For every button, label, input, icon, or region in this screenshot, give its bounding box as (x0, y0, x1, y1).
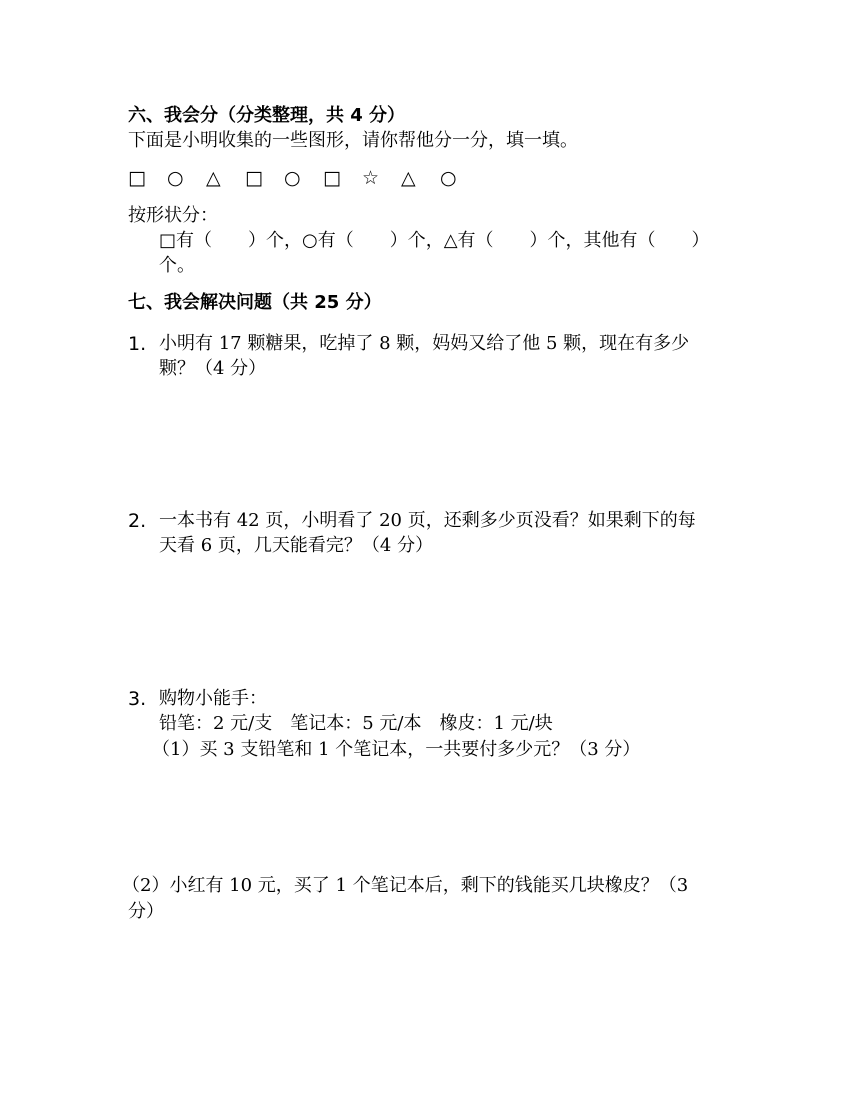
circle-icon: ○ (167, 167, 184, 189)
circle-icon: ○ (284, 167, 301, 189)
fill-in-line-2: 个。 (159, 255, 195, 276)
q2-text-line2: 天看 6 页，几天能看完？（4 分） (159, 535, 434, 556)
q1-text-line1: 小明有 17 颗糖果，吃掉了 8 颗，妈妈又给了他 5 颗，现在有多少 (159, 333, 690, 354)
section6-title: 六、我会分（分类整理，共 4 分） (128, 105, 406, 126)
section6-intro: 下面是小明收集的一些图形，请你帮他分一分，填一填。 (128, 130, 578, 151)
classify-label: 按形状分： (128, 205, 218, 226)
square-icon: □ (245, 167, 263, 189)
fill-in-line-1: □有（ ）个，○有（ ）个，△有（ ）个，其他有（ ） (159, 230, 710, 251)
q3-subquestion-2-line2: 分） (128, 901, 164, 922)
section7-title: 七、我会解决问题（共 25 分） (128, 292, 382, 313)
q2-text-line1: 一本书有 42 页，小明看了 20 页，还剩多少页没看？如果剩下的每 (159, 510, 696, 531)
question-number: 2. (128, 510, 147, 532)
q3-title: 购物小能手： (159, 688, 267, 709)
circle-icon: ○ (440, 167, 457, 189)
shape-row (128, 165, 479, 192)
square-icon: □ (128, 167, 146, 189)
star-icon: ☆ (362, 167, 380, 189)
q3-price-list: 铅笔：2 元/支 笔记本：5 元/本 橡皮：1 元/块 (159, 713, 553, 734)
question-number: 3. (128, 688, 147, 710)
triangle-icon: △ (401, 167, 416, 189)
square-icon: □ (323, 167, 341, 189)
q3-subquestion-1: （1）买 3 支铅笔和 1 个笔记本，一共要付多少元？（3 分） (152, 739, 641, 760)
q1-text-line2: 颗？（4 分） (159, 358, 267, 379)
question-number: 1. (128, 333, 147, 355)
q3-subquestion-2-line1: （2）小红有 10 元，买了 1 个笔记本后，剩下的钱能买几块橡皮？（3 (122, 875, 689, 896)
triangle-icon: △ (206, 167, 221, 189)
